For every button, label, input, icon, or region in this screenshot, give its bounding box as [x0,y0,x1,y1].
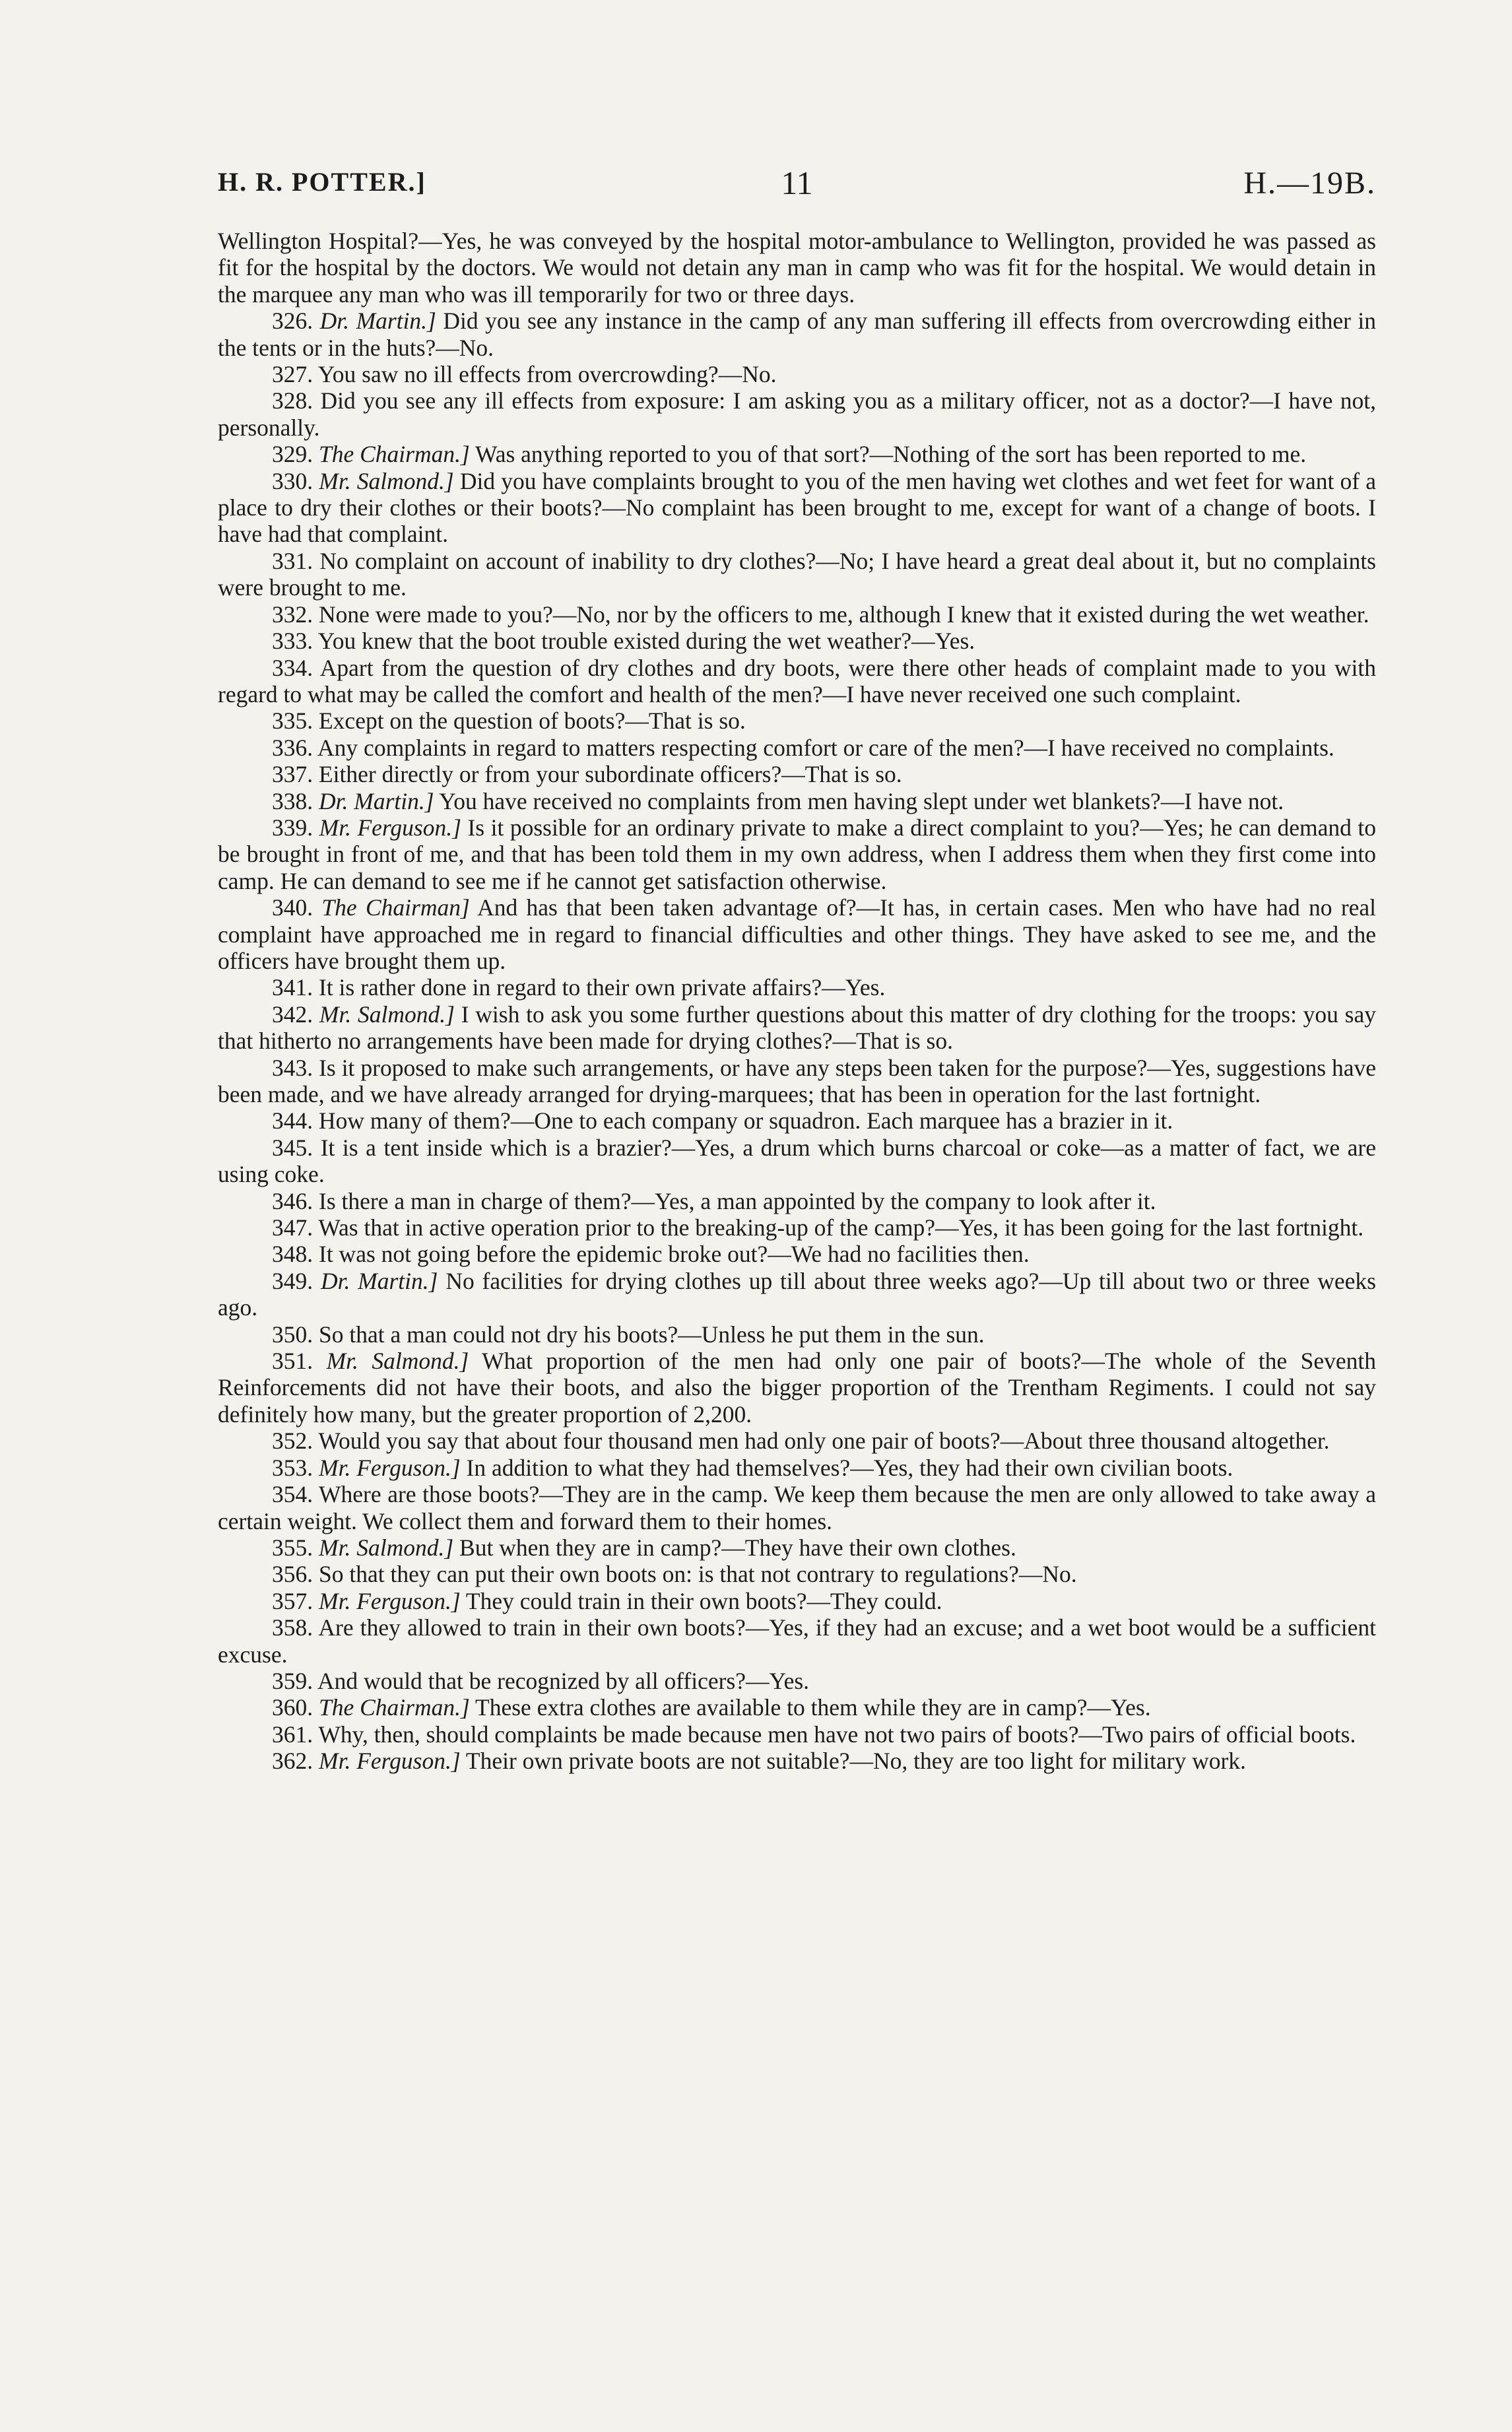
speaker-name: Dr. Martin.] [320,1267,438,1294]
question-number: 356. [272,1561,313,1588]
question-number: 334. [272,654,313,681]
question-text: What proportion of the men had only one pair of boots?—The whole of the Seventh Reinforcements did not have their boots, and also the bigger proportion of the Trentham Regiments. I could not say definitely how many, but the greater proportion of 2,200. [218,1348,1377,1428]
question-number: 326. [272,308,313,335]
question-text: Is there a man in charge of them?—Yes, a man appointed by the company to look after it. [319,1187,1156,1214]
question-paragraph [218,1455,1376,1481]
question-text: None were made to you?—No, nor by the officers to me, although I knew that it existed during the wet weather. [319,601,1369,628]
question-text: Did you see any ill effects from exposure: I am asking you as a military officer, not as a doctor?—I have not, personally. [218,387,1376,441]
question-number: 340. [272,894,313,921]
question-number: 348. [272,1241,313,1268]
speaker-name: Mr. Ferguson.] [319,1454,461,1481]
question-text: It is a tent inside which is a brazier?—Yes, a drum which burns charcoal or coke—as a matter of fact, we are using coke. [218,1134,1376,1188]
question-text: I wish to ask you some further questions about this matter of dry clothing for the troops: you say that hitherto no arrangements have been made for drying clothes?—That is so. [218,1001,1377,1055]
question-paragraph [218,441,1376,467]
question-number: 333. [272,628,313,655]
question-paragraph [218,761,1376,787]
question-number: 335. [272,707,313,735]
answer-text: Wellington Hospital?—Yes, he was conveyed by the hospital motor-ambulance to Wellington, provided he was passed as fit for the hospital by the doctors. We would not detain any man in camp who was fit for the hospital. We would detain in the marquee any man who was ill temporarily for two or three days. [218,228,1376,308]
question-text: Was that in active operation prior to the breaking-up of the camp?—Yes, it has been going for the last fortnight. [318,1214,1364,1241]
question-number: 344. [272,1107,313,1134]
question-number: 349. [272,1267,313,1294]
question-text: Is it proposed to make such arrangements, or have any steps been taken for the purpose?—Yes, suggestions have been made, and we have already arranged for drying-marquees; that has been in operation for the last fortnight. [218,1054,1376,1107]
question-paragraph [218,1668,1376,1694]
question-text: Did you have complaints brought to you of the men having wet clothes and wet feet for want of a place to dry their clothes or their boots?—No complaint has been brought to me, except for want of a change of boots. I have had that complaint. [218,467,1376,548]
question-paragraph [218,468,1376,548]
question-number: 353. [272,1454,313,1481]
question-text: So that they can put their own boots on: is that not contrary to regulations?—No. [319,1561,1077,1588]
question-paragraph [218,1588,1376,1614]
question-text: Was anything reported to you of that sort?—Nothing of the sort has been reported to me. [475,441,1307,468]
speaker-name: The Chairman.] [319,441,470,468]
question-text: And would that be recognized by all officers?—Yes. [317,1667,810,1694]
question-paragraph [218,1188,1376,1214]
paragraph-continued [218,228,1376,308]
question-number: 327. [272,361,313,388]
question-paragraph [218,1694,1376,1721]
question-number: 328. [272,387,313,414]
question-number: 331. [272,547,313,574]
question-paragraph [218,361,1376,387]
question-number: 337. [272,761,313,788]
question-text: No complaint on account of inability to dry clothes?—No; I have heard a great deal about it, but no complaints were brought to me. [218,547,1377,601]
speaker-name: Mr. Ferguson.] [319,814,461,841]
speaker-name: Mr. Ferguson.] [319,1587,461,1614]
question-paragraph [218,1107,1376,1134]
question-number: 351. [272,1348,313,1375]
question-text: Any complaints in regard to matters respecting comfort or care of the men?—I have received no complaints. [317,734,1334,761]
question-text: Their own private boots are not suitable?—No, they are too light for military work. [465,1748,1246,1775]
question-number: 360. [272,1694,313,1721]
speaker-name: Dr. Martin.] [319,308,436,335]
question-paragraph [218,1721,1376,1748]
question-text: You have received no complaints from men having slept under wet blankets?—I have not. [439,787,1284,814]
question-number: 330. [272,467,313,494]
question-text: Except on the question of boots?—That is so. [319,707,746,735]
question-number: 354. [272,1481,313,1508]
question-number: 338. [272,787,313,814]
evidence-text [218,228,1376,1775]
question-paragraph [218,1241,1376,1267]
question-number: 350. [272,1321,313,1348]
question-paragraph [218,1748,1376,1774]
header-witness-name: H. R. POTTER.] [218,167,426,197]
question-paragraph [218,788,1376,814]
question-paragraph [218,1001,1376,1055]
question-number: 345. [272,1134,313,1161]
question-number: 362. [272,1748,313,1775]
question-paragraph [218,1561,1376,1587]
question-number: 352. [272,1428,313,1455]
question-paragraph [218,655,1376,708]
question-number: 343. [272,1054,313,1081]
speaker-name: Mr. Ferguson.] [319,1748,461,1775]
question-paragraph [218,548,1376,601]
page-number: 11 [781,164,813,201]
question-number: 329. [272,441,313,468]
question-paragraph [218,1321,1376,1348]
question-text: And has that been taken advantage of?—It has, in certain cases. Men who have had no real complaint have approached me in regard to financial difficulties and other things. They have asked to see me, and the officers have brought them up. [218,894,1377,974]
question-text: Is it possible for an ordinary private to make a direct complaint to you?—Yes; he can demand to be brought in front of me, and that has been told them in my own address, when I address them when they first come into camp. He can demand to see me if he cannot get satisfaction otherwise. [218,814,1377,894]
question-paragraph [218,707,1376,734]
question-text: Did you see any instance in the camp of any man suffering ill effects from overcrowding either in the tents or in the huts?—No. [218,308,1377,361]
question-text: It is rather done in regard to their own private affairs?—Yes. [319,974,886,1001]
speaker-name: Mr. Salmond.] [319,1534,454,1561]
question-text: But when they are in camp?—They have their own clothes. [459,1534,1016,1561]
question-number: 355. [272,1534,313,1561]
question-number: 336. [272,734,313,761]
question-text: You knew that the boot trouble existed during the wet weather?—Yes. [317,628,975,655]
question-paragraph [218,1055,1376,1108]
question-number: 359. [272,1667,313,1694]
question-paragraph [218,1268,1376,1321]
speaker-name: Mr. Salmond.] [319,467,454,494]
speaker-name: Mr. Salmond.] [319,1001,455,1028]
question-paragraph [218,974,1376,1001]
question-number: 347. [272,1214,313,1241]
question-paragraph [218,387,1376,441]
question-text: No facilities for drying clothes up till about three weeks ago?—Up till about two or three weeks ago. [218,1267,1376,1321]
question-number: 341. [272,974,313,1001]
question-paragraph [218,1348,1376,1428]
question-text: Would you say that about four thousand men had only one pair of boots?—About three thousand altogether. [318,1428,1330,1455]
question-paragraph [218,1134,1376,1188]
question-paragraph [218,628,1376,654]
question-text: You saw no ill effects from overcrowding?—No. [317,361,777,388]
question-paragraph [218,894,1376,974]
speaker-name: The Chairman] [321,894,470,921]
question-text: It was not going before the epidemic broke out?—We had no facilities then. [319,1241,1030,1268]
question-text: Either directly or from your subordinate officers?—That is so. [319,761,902,788]
question-paragraph [218,1481,1376,1534]
question-text: So that a man could not dry his boots?—Unless he put them in the sun. [319,1321,985,1348]
question-paragraph [218,1214,1376,1241]
speaker-name: The Chairman.] [319,1694,470,1721]
question-number: 346. [272,1187,313,1214]
question-number: 339. [272,814,313,841]
question-text: How many of them?—One to each company or squadron. Each marquee has a brazier in it. [319,1107,1173,1134]
question-text: Apart from the question of dry clothes and dry boots, were there other heads of complaint made to you with regard to what may be called the comfort and health of the men?—I have never received one such complaint. [218,654,1376,707]
question-paragraph [218,735,1376,761]
header-paper-reference: H.—19B. [1243,166,1376,201]
question-paragraph [218,1614,1376,1668]
question-paragraph [218,814,1376,894]
question-text: They could train in their own boots?—They could. [465,1587,942,1614]
question-text: Where are those boots?—They are in the camp. We keep them because the men are only allowed to take away a certain weight. We collect them and forward them to their homes. [218,1481,1377,1534]
question-paragraph [218,1428,1376,1454]
question-text: These extra clothes are available to them while they are in camp?—Yes. [475,1694,1151,1721]
question-number: 357. [272,1587,313,1614]
question-text: Why, then, should complaints be made because men have not two pairs of boots?—Two pairs of official boots. [318,1721,1356,1748]
speaker-name: Mr. Salmond.] [326,1348,469,1375]
question-number: 361. [272,1721,313,1748]
question-text: Are they allowed to train in their own boots?—Yes, if they had an excuse; and a wet boot would be a sufficient excuse. [218,1614,1376,1668]
running-header [218,166,1376,206]
question-paragraph [218,601,1376,628]
question-paragraph [218,308,1376,361]
question-text: In addition to what they had themselves?—Yes, they had their own civilian boots. [466,1454,1233,1481]
speaker-name: Dr. Martin.] [319,787,434,814]
question-number: 342. [272,1001,313,1028]
question-paragraph [218,1534,1376,1561]
question-number: 358. [272,1614,313,1641]
question-number: 332. [272,601,313,628]
